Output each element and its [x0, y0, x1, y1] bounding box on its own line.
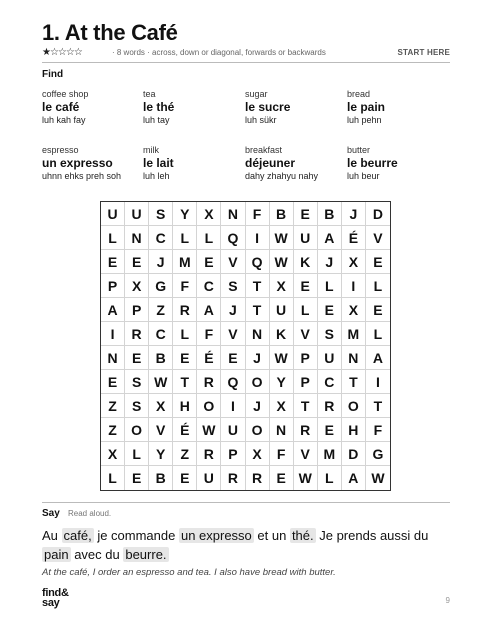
grid-cell[interactable]: É: [342, 226, 366, 250]
grid-cell[interactable]: N: [246, 322, 270, 346]
grid-cell[interactable]: X: [149, 394, 173, 418]
grid-cell[interactable]: X: [246, 442, 270, 466]
grid-cell[interactable]: Z: [149, 298, 173, 322]
grid-cell[interactable]: I: [101, 322, 125, 346]
say-sentence: [42, 526, 450, 564]
grid-cell[interactable]: E: [173, 346, 197, 370]
grid-cell[interactable]: B: [270, 202, 294, 226]
word-pronunciation: luh sükr: [245, 115, 277, 125]
word-english: breakfast: [245, 145, 283, 155]
grid-cell[interactable]: V: [294, 322, 318, 346]
grid-cell[interactable]: E: [173, 466, 197, 490]
grid-cell[interactable]: V: [221, 322, 245, 346]
divider: [42, 62, 450, 63]
grid-cell[interactable]: T: [246, 274, 270, 298]
grid-cell[interactable]: I: [366, 370, 390, 394]
say-heading: Say: [42, 508, 60, 519]
grid-cell[interactable]: E: [125, 250, 149, 274]
grid-cell[interactable]: N: [221, 202, 245, 226]
grid-cell[interactable]: K: [270, 322, 294, 346]
sentence-text: je commande: [93, 528, 179, 543]
word-entry: [245, 145, 345, 182]
grid-cell[interactable]: X: [197, 202, 221, 226]
grid-cell[interactable]: F: [246, 202, 270, 226]
grid-cell[interactable]: L: [101, 466, 125, 490]
word-entry: [42, 145, 142, 182]
grid-cell[interactable]: X: [125, 274, 149, 298]
grid-cell[interactable]: E: [125, 466, 149, 490]
word-french: le thé: [143, 100, 175, 114]
grid-cell[interactable]: R: [246, 466, 270, 490]
grid-cell[interactable]: O: [246, 370, 270, 394]
say-translation: At the café, I order an espresso and tea. I also have bread with butter.: [42, 567, 336, 578]
grid-cell[interactable]: T: [173, 370, 197, 394]
start-here-label: START HERE: [397, 48, 450, 57]
grid-cell[interactable]: K: [294, 250, 318, 274]
puzzle-instructions: · 8 words · across, down or diagonal, forwards or backwards: [112, 48, 326, 57]
grid-cell[interactable]: E: [318, 418, 342, 442]
grid-cell[interactable]: É: [173, 418, 197, 442]
grid-cell[interactable]: E: [318, 298, 342, 322]
word-english: espresso: [42, 145, 79, 155]
grid-cell[interactable]: F: [270, 442, 294, 466]
word-french: le lait: [143, 156, 174, 170]
grid-cell[interactable]: C: [197, 274, 221, 298]
grid-cell[interactable]: E: [270, 466, 294, 490]
grid-cell[interactable]: X: [342, 250, 366, 274]
grid-cell[interactable]: L: [294, 298, 318, 322]
page-number: 9: [445, 596, 450, 605]
grid-cell[interactable]: U: [197, 466, 221, 490]
word-english: tea: [143, 89, 156, 99]
grid-cell[interactable]: R: [173, 298, 197, 322]
grid-cell[interactable]: U: [125, 202, 149, 226]
grid-cell[interactable]: Q: [246, 250, 270, 274]
grid-cell[interactable]: Q: [221, 370, 245, 394]
word-pronunciation: luh pehn: [347, 115, 382, 125]
grid-cell[interactable]: Y: [173, 202, 197, 226]
grid-cell[interactable]: I: [246, 226, 270, 250]
grid-cell[interactable]: O: [246, 418, 270, 442]
grid-cell[interactable]: C: [318, 370, 342, 394]
grid-cell[interactable]: I: [342, 274, 366, 298]
grid-cell[interactable]: M: [342, 322, 366, 346]
grid-cell[interactable]: H: [173, 394, 197, 418]
highlighted-word: café,: [63, 528, 92, 543]
grid-cell[interactable]: J: [246, 346, 270, 370]
word-pronunciation: dahy zhahyu nahy: [245, 171, 319, 181]
grid-cell[interactable]: W: [270, 346, 294, 370]
grid-cell[interactable]: H: [342, 418, 366, 442]
grid-cell[interactable]: N: [125, 226, 149, 250]
grid-cell[interactable]: X: [270, 394, 294, 418]
grid-cell[interactable]: B: [149, 466, 173, 490]
word-pronunciation: luh kah fay: [42, 115, 86, 125]
word-french: le sucre: [245, 100, 291, 114]
word-english: sugar: [245, 89, 268, 99]
grid-cell[interactable]: G: [366, 442, 390, 466]
grid-cell[interactable]: A: [101, 298, 125, 322]
logo-line: say: [42, 597, 60, 609]
grid-cell[interactable]: W: [149, 370, 173, 394]
sentence-text: Au: [42, 528, 62, 543]
grid-cell[interactable]: E: [366, 298, 390, 322]
highlighted-word: thé.: [291, 528, 314, 543]
grid-cell[interactable]: N: [270, 418, 294, 442]
grid-cell[interactable]: L: [173, 322, 197, 346]
highlighted-word: pain: [44, 547, 69, 562]
word-english: milk: [143, 145, 159, 155]
grid-cell[interactable]: L: [197, 226, 221, 250]
grid-cell[interactable]: S: [221, 274, 245, 298]
grid-cell[interactable]: V: [366, 226, 390, 250]
grid-cell[interactable]: M: [173, 250, 197, 274]
grid-cell[interactable]: B: [149, 346, 173, 370]
grid-cell[interactable]: O: [197, 394, 221, 418]
grid-cell[interactable]: U: [101, 202, 125, 226]
grid-cell[interactable]: R: [197, 370, 221, 394]
grid-cell[interactable]: B: [318, 202, 342, 226]
word-pronunciation: luh leh: [143, 171, 170, 181]
grid-cell[interactable]: V: [294, 442, 318, 466]
sentence-text: Je prends aussi du: [315, 528, 429, 543]
grid-cell[interactable]: F: [197, 322, 221, 346]
word-entry: [42, 89, 142, 126]
word-entry: [347, 145, 447, 182]
grid-cell[interactable]: W: [270, 226, 294, 250]
grid-cell[interactable]: P: [294, 370, 318, 394]
highlighted-word: un expresso: [180, 528, 252, 543]
grid-cell[interactable]: W: [371, 470, 385, 486]
grid-cell[interactable]: T: [294, 394, 318, 418]
grid-cell[interactable]: P: [125, 298, 149, 322]
grid-cell[interactable]: F: [366, 418, 390, 442]
grid-cell[interactable]: D: [342, 442, 366, 466]
word-entry: [143, 89, 243, 126]
grid-cell[interactable]: L: [366, 322, 390, 346]
grid-cell[interactable]: Q: [221, 226, 245, 250]
grid-cell[interactable]: O: [125, 418, 149, 442]
grid-cell[interactable]: X: [101, 442, 125, 466]
grid-cell[interactable]: Z: [101, 418, 125, 442]
grid-cell[interactable]: E: [221, 346, 245, 370]
grid-cell[interactable]: P: [221, 442, 245, 466]
grid-cell[interactable]: E: [101, 250, 125, 274]
grid-cell[interactable]: U: [221, 418, 245, 442]
grid-cell[interactable]: J: [149, 250, 173, 274]
word-english: bread: [347, 89, 371, 99]
sentence-text: avec du: [70, 547, 124, 562]
word-french: le café: [42, 100, 80, 114]
grid-cell[interactable]: U: [294, 226, 318, 250]
grid-cell[interactable]: U: [270, 298, 294, 322]
difficulty-stars-icon: ★☆☆☆☆: [42, 47, 82, 58]
grid-cell[interactable]: E: [294, 202, 318, 226]
grid-cell[interactable]: M: [318, 442, 342, 466]
grid-cell[interactable]: A: [197, 298, 221, 322]
grid-cell[interactable]: S: [318, 322, 342, 346]
word-french: le pain: [347, 100, 386, 114]
puzzle-meta: [42, 46, 450, 60]
word-french: le beurre: [347, 156, 398, 170]
grid-cell[interactable]: X: [342, 298, 366, 322]
grid-cell[interactable]: N: [101, 346, 125, 370]
grid-cell[interactable]: L: [125, 442, 149, 466]
grid-cell[interactable]: E: [125, 346, 149, 370]
word-french: un expresso: [42, 156, 113, 170]
grid-cell[interactable]: N: [342, 346, 366, 370]
grid-cell[interactable]: O: [342, 394, 366, 418]
word-pronunciation: luh beur: [347, 171, 380, 181]
grid-cell[interactable]: S: [149, 202, 173, 226]
grid-cell[interactable]: R: [294, 418, 318, 442]
word-english: butter: [347, 145, 371, 155]
grid-cell[interactable]: P: [101, 274, 125, 298]
highlighted-word: beurre.: [125, 547, 167, 562]
word-english: coffee shop: [42, 89, 89, 99]
page-title: 1. At the Café: [42, 20, 178, 45]
grid-cell[interactable]: R: [318, 394, 342, 418]
grid-cell[interactable]: L: [318, 274, 342, 298]
grid-cell[interactable]: X: [270, 274, 294, 298]
grid-cell[interactable]: L: [173, 226, 197, 250]
grid-cell[interactable]: U: [318, 346, 342, 370]
divider: [42, 502, 450, 503]
grid-cell[interactable]: R: [125, 322, 149, 346]
grid-cell[interactable]: A: [342, 466, 366, 490]
grid-cell[interactable]: W: [197, 418, 221, 442]
grid-cell[interactable]: L: [101, 226, 125, 250]
say-hint: Read aloud.: [68, 509, 112, 518]
grid-cell[interactable]: F: [173, 274, 197, 298]
logo-line: find&: [42, 587, 69, 599]
grid-cell[interactable]: W: [270, 250, 294, 274]
grid-cell[interactable]: P: [294, 346, 318, 370]
grid-cell[interactable]: R: [221, 466, 245, 490]
find-heading: Find: [42, 69, 64, 80]
grid-cell[interactable]: E: [101, 370, 125, 394]
grid-cell[interactable]: R: [197, 442, 221, 466]
grid-cell[interactable]: D: [366, 202, 390, 226]
grid-cell[interactable]: E: [366, 250, 390, 274]
grid-cell[interactable]: E: [197, 250, 221, 274]
grid-cell[interactable]: A: [366, 346, 390, 370]
word-french: déjeuner: [245, 156, 296, 170]
word-pronunciation: uhnn ehks preh soh: [42, 171, 122, 181]
grid-cell[interactable]: T: [342, 370, 366, 394]
grid-cell[interactable]: Y: [149, 442, 173, 466]
grid-cell[interactable]: Z: [173, 442, 197, 466]
grid-cell[interactable]: S: [125, 370, 149, 394]
grid-cell[interactable]: L: [366, 274, 390, 298]
grid-cell[interactable]: C: [149, 226, 173, 250]
word-pronunciation: luh tay: [143, 115, 170, 125]
word-search-grid[interactable]: [100, 201, 391, 491]
grid-cell[interactable]: T: [246, 298, 270, 322]
grid-cell[interactable]: Z: [101, 394, 125, 418]
grid-cell[interactable]: T: [366, 394, 390, 418]
grid-cell[interactable]: E: [294, 274, 318, 298]
grid-cell[interactable]: G: [149, 274, 173, 298]
grid-cell[interactable]: S: [125, 394, 149, 418]
grid-cell[interactable]: J: [221, 298, 245, 322]
sentence-text: et un: [253, 528, 290, 543]
grid-cell[interactable]: V: [221, 250, 245, 274]
grid-cell[interactable]: V: [149, 418, 173, 442]
word-entry: [245, 89, 345, 126]
grid-cell[interactable]: W: [294, 466, 318, 490]
grid-cell[interactable]: A: [318, 226, 342, 250]
grid-cell[interactable]: C: [149, 322, 173, 346]
brand-logo: [42, 588, 69, 608]
grid-cell[interactable]: J: [318, 250, 342, 274]
word-entry: [347, 89, 447, 126]
grid-cell[interactable]: É: [197, 346, 221, 370]
grid-cell[interactable]: L: [318, 466, 342, 490]
grid-cell[interactable]: J: [342, 202, 366, 226]
grid-cell[interactable]: Y: [270, 370, 294, 394]
grid-cell[interactable]: I: [221, 394, 245, 418]
grid-cell[interactable]: J: [246, 394, 270, 418]
word-entry: [143, 145, 243, 182]
